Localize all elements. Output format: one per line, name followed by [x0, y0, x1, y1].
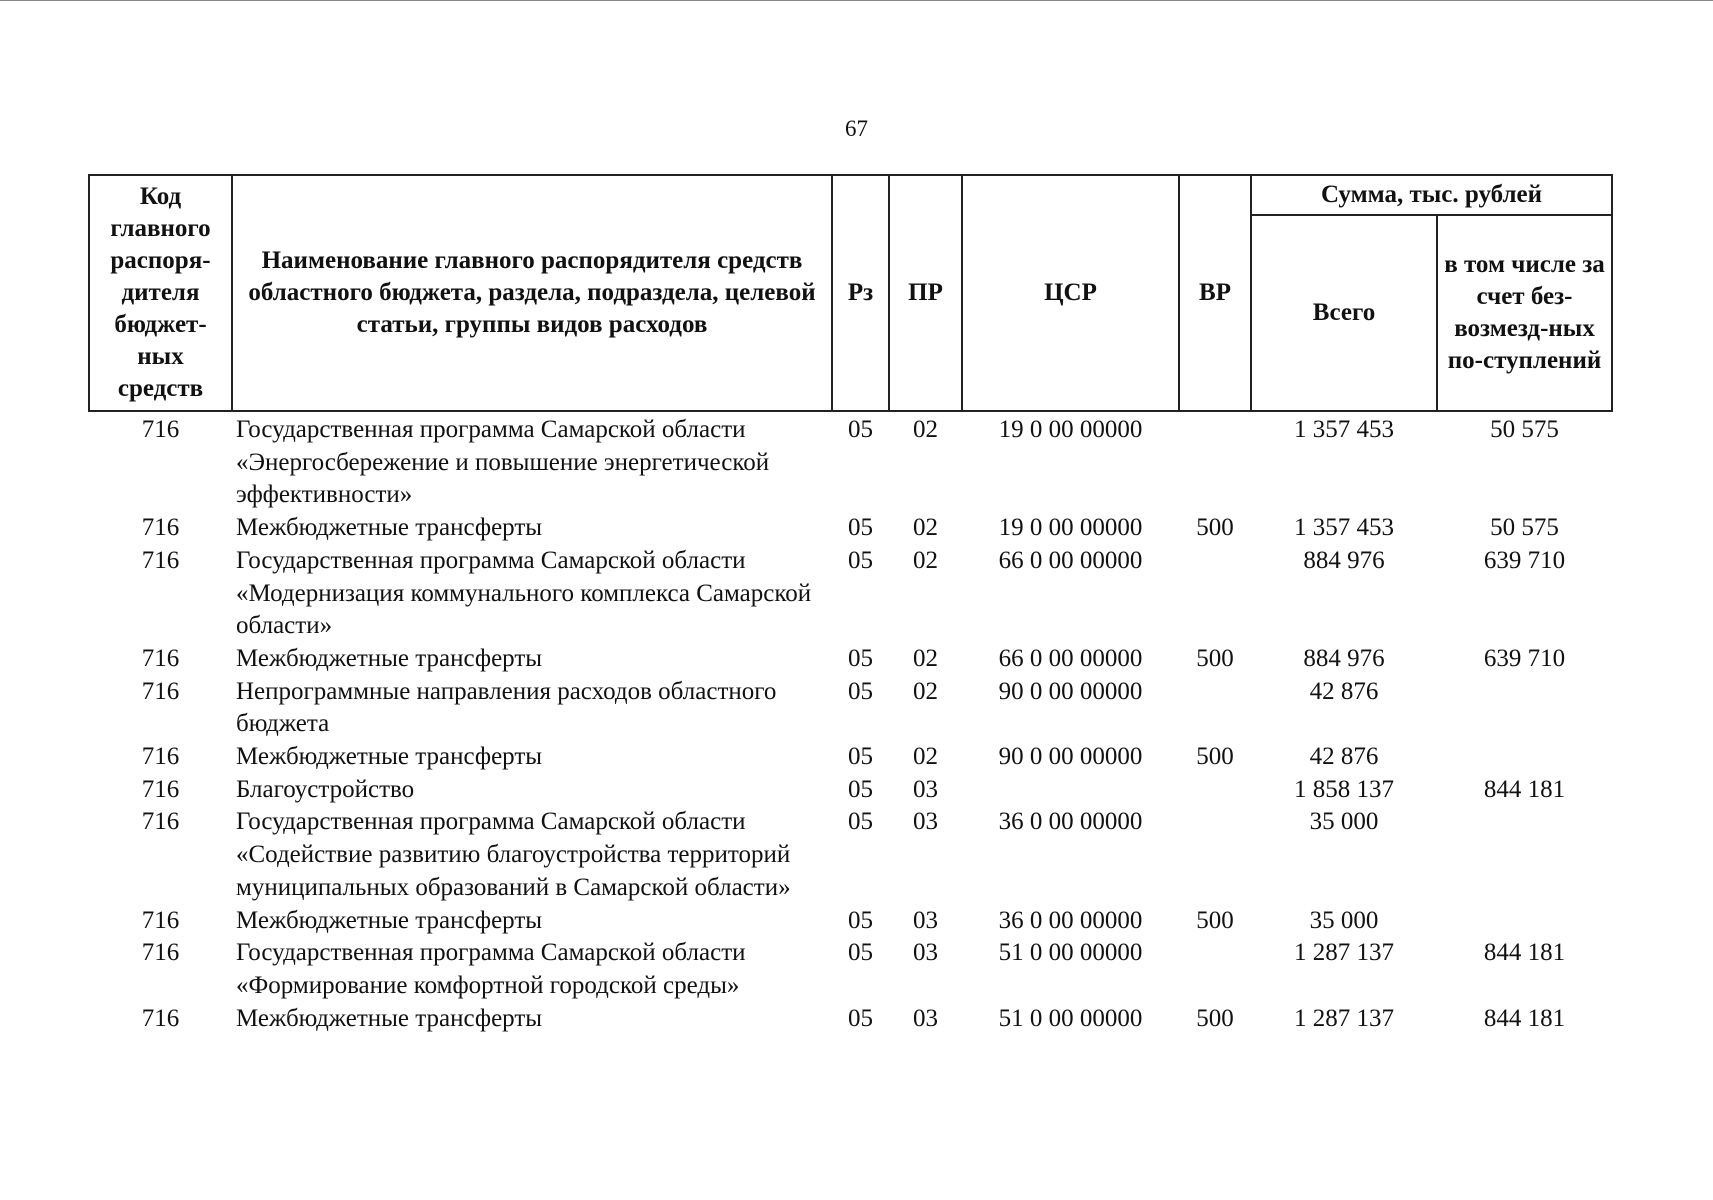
table-row	[89, 774, 1612, 807]
cell-name: Благоустройство	[236, 775, 415, 803]
scan-edge-line	[0, 0, 1713, 1]
cell-total: 1 287 137	[1294, 1004, 1394, 1032]
cell-code: 716	[141, 1004, 180, 1032]
cell-gratuitous: 50 575	[1490, 514, 1559, 542]
cell-pr: 02	[913, 677, 938, 705]
table-row	[89, 806, 1612, 904]
header-rz: Рз	[832, 175, 889, 411]
table-row	[89, 545, 1612, 643]
cell-vr: 500	[1196, 906, 1234, 934]
cell-gratuitous: 844 181	[1483, 775, 1566, 803]
table-row	[89, 411, 1612, 512]
table-row	[89, 512, 1612, 545]
cell-pr: 03	[913, 775, 938, 803]
cell-csr: 51 0 00 00000	[998, 939, 1143, 967]
cell-code: 716	[141, 939, 180, 967]
cell-csr: 36 0 00 00000	[998, 906, 1143, 934]
header-code: Код главного распоря-дителя бюджет-ных средств	[89, 175, 232, 411]
cell-gratuitous: 639 710	[1483, 644, 1566, 672]
cell-code: 716	[141, 906, 180, 934]
cell-pr: 03	[913, 808, 938, 836]
cell-gratuitous: 639 710	[1483, 546, 1566, 574]
header-sum: Сумма, тыс. рублей	[1251, 175, 1612, 215]
budget-table	[88, 174, 1613, 1035]
cell-pr: 03	[913, 1004, 938, 1032]
cell-pr: 02	[913, 546, 938, 574]
header-total: Всего	[1251, 215, 1437, 411]
table-row	[89, 937, 1612, 1002]
cell-code: 716	[141, 743, 180, 771]
cell-code: 716	[141, 514, 180, 542]
table-row	[89, 676, 1612, 741]
cell-csr: 90 0 00 00000	[998, 743, 1143, 771]
cell-rz: 05	[848, 546, 873, 574]
cell-csr	[962, 774, 1179, 807]
cell-csr: 36 0 00 00000	[998, 808, 1143, 836]
cell-vr: 500	[1196, 743, 1234, 771]
cell-pr: 02	[913, 416, 938, 443]
cell-name: Межбюджетные трансферты	[236, 906, 543, 934]
cell-pr: 02	[913, 644, 938, 672]
cell-gratuitous: 844 181	[1483, 1004, 1566, 1032]
cell-rz: 05	[848, 1004, 873, 1032]
cell-rz: 05	[848, 743, 873, 771]
cell-gratuitous: 50 575	[1490, 416, 1559, 443]
cell-rz: 05	[848, 906, 873, 934]
cell-code: 716	[141, 808, 180, 836]
cell-gratuitous	[1437, 905, 1612, 938]
cell-name: Государственная программа Самарской области «Содействие развитию благоустройства территорий муниципальных образований в Самарской области»	[236, 808, 791, 901]
cell-rz: 05	[848, 644, 873, 672]
cell-code: 716	[141, 546, 180, 574]
cell-rz: 05	[848, 775, 873, 803]
page-number: 67	[845, 116, 868, 141]
cell-total: 42 876	[1309, 677, 1379, 705]
cell-pr: 03	[913, 906, 938, 934]
cell-vr	[1179, 545, 1251, 643]
cell-code: 716	[141, 775, 180, 803]
cell-pr: 02	[913, 514, 938, 542]
cell-name: Межбюджетные трансферты	[236, 743, 543, 771]
header-name: Наименование главного распорядителя средств областного бюджета, раздела, подраздела, целевой статьи, группы видов расходов	[232, 175, 832, 411]
table-row	[89, 741, 1612, 774]
cell-total: 42 876	[1309, 743, 1379, 771]
cell-rz: 05	[848, 416, 873, 443]
cell-name: Государственная программа Самарской области «Формирование комфортной городской среды»	[236, 939, 746, 999]
cell-name: Государственная программа Самарской области «Энергосбережение и повышение энергетической эффективности»	[236, 416, 770, 509]
cell-total: 884 976	[1303, 546, 1385, 574]
cell-csr: 66 0 00 00000	[998, 546, 1143, 574]
cell-total: 1 858 137	[1294, 775, 1394, 803]
cell-gratuitous	[1437, 741, 1612, 774]
cell-vr	[1179, 411, 1251, 512]
cell-rz: 05	[848, 677, 873, 705]
table-row	[89, 905, 1612, 938]
cell-vr: 500	[1196, 1004, 1234, 1032]
cell-vr	[1179, 937, 1251, 1002]
cell-code: 716	[141, 416, 180, 443]
cell-gratuitous: 844 181	[1483, 939, 1566, 967]
cell-csr: 90 0 00 00000	[998, 677, 1143, 705]
table-body	[89, 411, 1612, 1035]
cell-total: 1 287 137	[1294, 939, 1394, 967]
cell-vr	[1179, 774, 1251, 807]
cell-vr: 500	[1196, 514, 1234, 542]
cell-rz: 05	[848, 808, 873, 836]
header-csr: ЦСР	[962, 175, 1179, 411]
cell-name: Межбюджетные трансферты	[236, 514, 543, 542]
cell-name: Непрограммные направления расходов областного бюджета	[236, 677, 777, 738]
cell-name: Межбюджетные трансферты	[236, 1004, 543, 1032]
table-header	[89, 175, 1612, 411]
cell-vr	[1179, 806, 1251, 904]
cell-name: Межбюджетные трансферты	[236, 644, 543, 672]
cell-rz: 05	[848, 514, 873, 542]
cell-code: 716	[141, 677, 180, 705]
cell-gratuitous	[1437, 676, 1612, 741]
cell-gratuitous	[1437, 806, 1612, 904]
cell-total: 1 357 453	[1294, 416, 1394, 443]
cell-csr: 19 0 00 00000	[998, 514, 1143, 542]
cell-total: 35 000	[1309, 906, 1379, 934]
cell-pr: 03	[913, 939, 938, 967]
header-gratuitous: в том числе за счет без-возмезд-ных по-ступлений	[1437, 215, 1612, 411]
cell-csr: 19 0 00 00000	[998, 416, 1143, 443]
cell-vr	[1179, 676, 1251, 741]
cell-vr: 500	[1196, 644, 1234, 672]
table-row	[89, 643, 1612, 676]
cell-name: Государственная программа Самарской области «Модернизация коммунального комплекса Самарской области»	[236, 546, 812, 640]
table-row	[89, 1003, 1612, 1036]
cell-rz: 05	[848, 939, 873, 967]
cell-csr: 66 0 00 00000	[998, 644, 1143, 672]
cell-total: 884 976	[1303, 644, 1385, 672]
cell-total: 35 000	[1309, 808, 1379, 836]
header-pr: ПР	[889, 175, 962, 411]
header-vr: ВР	[1179, 175, 1251, 411]
cell-total: 1 357 453	[1294, 514, 1394, 542]
cell-pr: 02	[913, 743, 938, 771]
cell-csr: 51 0 00 00000	[998, 1004, 1143, 1032]
cell-code: 716	[141, 644, 180, 672]
